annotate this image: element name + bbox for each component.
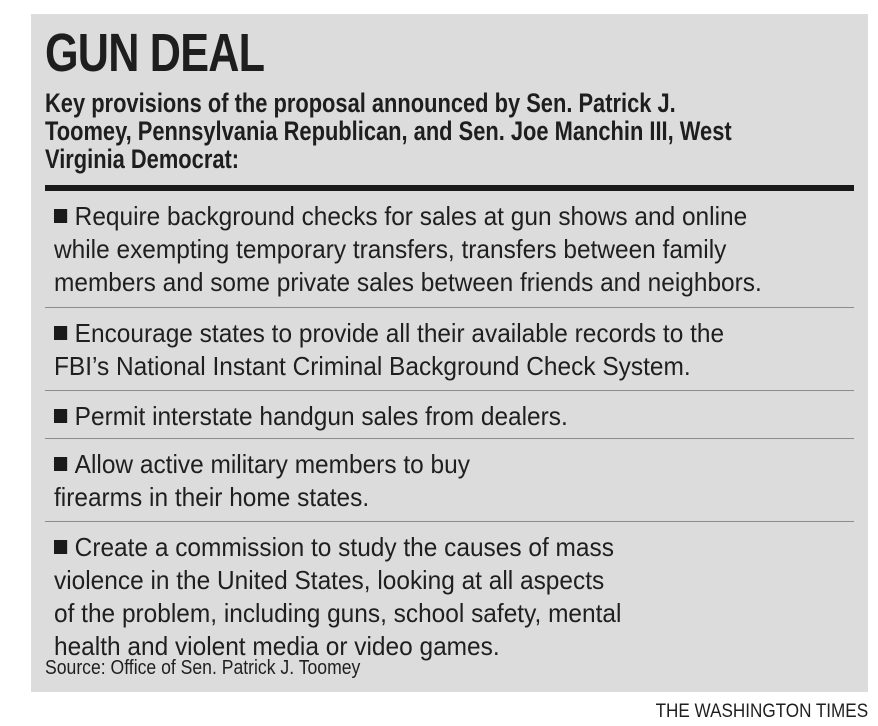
square-bullet-icon bbox=[54, 209, 67, 223]
square-bullet-icon bbox=[54, 457, 67, 471]
square-bullet-icon bbox=[54, 409, 67, 423]
provision-5-line-1: Create a commission to study the causes of mass bbox=[74, 532, 614, 562]
provisions-list bbox=[45, 191, 854, 662]
subtitle-line-3: Virginia Democrat: bbox=[45, 144, 240, 174]
provision-item bbox=[45, 191, 854, 308]
square-bullet-icon bbox=[54, 326, 67, 340]
graphic-title: GUN DEAL bbox=[45, 23, 265, 83]
provision-4-line-2: firearms in their home states. bbox=[54, 482, 370, 512]
provision-5-line-4: health and violent media or video games. bbox=[54, 631, 500, 661]
graphic-subtitle bbox=[45, 89, 839, 173]
provision-5-line-3: of the problem, including guns, school safety, mental bbox=[54, 598, 622, 628]
source-note: Source: Office of Sen. Patrick J. Toomey bbox=[45, 657, 361, 679]
provision-item bbox=[45, 391, 854, 439]
provision-3-line-1: Permit interstate handgun sales from dealers. bbox=[74, 401, 568, 431]
provision-2-line-2: FBI’s National Instant Criminal Background Check System. bbox=[54, 351, 691, 381]
provision-item bbox=[45, 439, 854, 522]
square-bullet-icon bbox=[54, 540, 67, 554]
provision-item bbox=[45, 308, 854, 391]
provision-1-line-2: while exempting temporary transfers, transfers between family bbox=[54, 234, 727, 264]
publisher-credit: THE WASHINGTON TIMES bbox=[655, 701, 868, 722]
info-panel bbox=[31, 14, 868, 692]
provision-item bbox=[45, 522, 854, 662]
provision-4-line-1: Allow active military members to buy bbox=[74, 449, 470, 479]
provision-5-line-2: violence in the United States, looking at all aspects bbox=[54, 565, 605, 595]
provision-2-line-1: Encourage states to provide all their available records to the bbox=[74, 318, 725, 348]
subtitle-line-2: Toomey, Pennsylvania Republican, and Sen. Joe Manchin III, West bbox=[45, 116, 732, 146]
provision-1-line-3: members and some private sales between friends and neighbors. bbox=[54, 267, 762, 297]
provision-1-line-1: Require background checks for sales at gun shows and online bbox=[74, 201, 748, 231]
subtitle-line-1: Key provisions of the proposal announced by Sen. Patrick J. bbox=[45, 88, 676, 118]
